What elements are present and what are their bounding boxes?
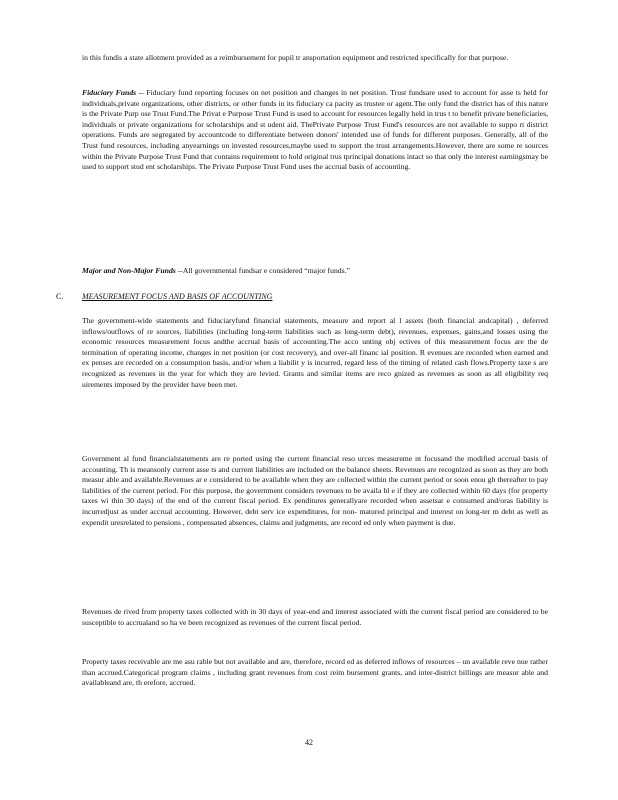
governmental-fund-paragraph bbox=[82, 454, 548, 528]
fiduciary-funds-paragraph bbox=[82, 88, 548, 173]
page-number: 42 bbox=[305, 738, 313, 747]
section-title: MEASUREMENT FOCUS AND BASIS OF ACCOUNTING bbox=[82, 292, 273, 301]
paragraph-text: Government al fund financialstatements are re ported using the current financial reso urces measureme nt focusand the modified accrual basis of accounting. Th is meansonly current asse ts and current liabilities are included on the balance sheets. Revenues are recognized as soon as they are both measur able and available.Revenues ar e considered to be available when they are collected within the current period or soon enou gh thereafter to pay liabilities of the current period. For this purpose, the government considers revenues to be availa bl e if they are collected within 60 days (for property taxes wi thin 30 days) of the end of the current fiscal period. Ex penditures generallyare recorded when assetsar e consumed and/oras liability is incurredjust as under accrual accounting. However, debt serv ice expenditures, for non- matured principal and interest on long-ter m debt as well as expendit uresrelated to pensions , compensated absences, claims and judgments, are record ed only when payment is due. bbox=[82, 454, 548, 527]
paragraph-text: The government-wide statements and fiduciaryfund financial statements, measure and report al l assets (both financial andcapital) , deferred inflows/outflows of re sources, liabilities (including long-term liabilities such as long-term debt), revenues, expenses, gains,and losses using the economic resources measurement focus andthe accrual basis of accounting.The acco unting obj ectives of this measurement focus are the de termination of operating income, changes in net position (or cost recovery), and over-all financ ial position. R evenues are recorded when earned and ex penses are recorded on a consumption basis, and/or when a liabilit y is incurred, regard less of the timing of related cash flows.Property taxe s are recognized as revenues in the year for which they are levied. Grants and similar items are reco gnized as revenues as soon as all eligibility req uirements imposed by the provider have been met. bbox=[82, 316, 548, 389]
major-funds-heading: Major and Non-Major Funds bbox=[82, 266, 176, 275]
intro-text: in this fundis a state allotment provided as a reimbursement for pupil tr ansportation equipment and restricted specifically for that purpose. bbox=[82, 53, 509, 62]
revenues-paragraph bbox=[82, 607, 548, 628]
intro-paragraph bbox=[82, 53, 548, 64]
paragraph-text: Property taxes receivable are me asu rable but not available and are, therefore, record ed as deferred inflows of resources – un available reve nue rather than accrued.Categorical program claims , including grant revenues from cost reim bursement grants, and inter-district billings are measur able and availableand are, th erefore, accrued. bbox=[82, 657, 548, 688]
government-wide-paragraph bbox=[82, 316, 548, 390]
section-letter: C. bbox=[56, 292, 64, 301]
major-funds-text: --All governmental fundsar e considered “major funds.” bbox=[177, 266, 350, 275]
fiduciary-funds-text: -- Fiduciary fund reporting focuses on net position and changes in net position. Trust fundsare used to account for asse ts held for individuals,private organizations, other districts, or other funds in its fiduciary ca pacity as trustee or agent.The only fund the district has of this nature is the Private Purp ose Trust Fund.The Privat e Purpose Trust Fund is used to account for resources legally held in trus t to benefit private beneficiaries, individuals or private organizations for scholarships and st udent aid. ThePrivate Purpose Trust Fund's resources are not available to suppo rt district operations. Funds are segregated by accountcode to differentiate between donors' intended use of funds for different purposes. Generally, all of the Trust fund resources, including anyearnings on invested resources,maybe used to support the trust arrangements.However, there are some re sources within the Private Purpose Trust Fund that contains requirement to hold original trus tprincipal donations intact so that only the interest earningsmay be used to support stud ent scholarships. The Private Purpose Trust Fund uses the accrual basis of accounting. bbox=[82, 88, 548, 172]
property-taxes-paragraph bbox=[82, 657, 548, 689]
fiduciary-funds-heading: Fiduciary Funds bbox=[82, 88, 137, 97]
paragraph-text: Revenues de rived from property taxes collected with in 30 days of year-end and interest associated with the current fiscal period are considered to be susceptible to accrualand so ha ve been recognized as revenues of the current fiscal period. bbox=[82, 607, 548, 627]
major-funds-paragraph bbox=[82, 266, 548, 277]
